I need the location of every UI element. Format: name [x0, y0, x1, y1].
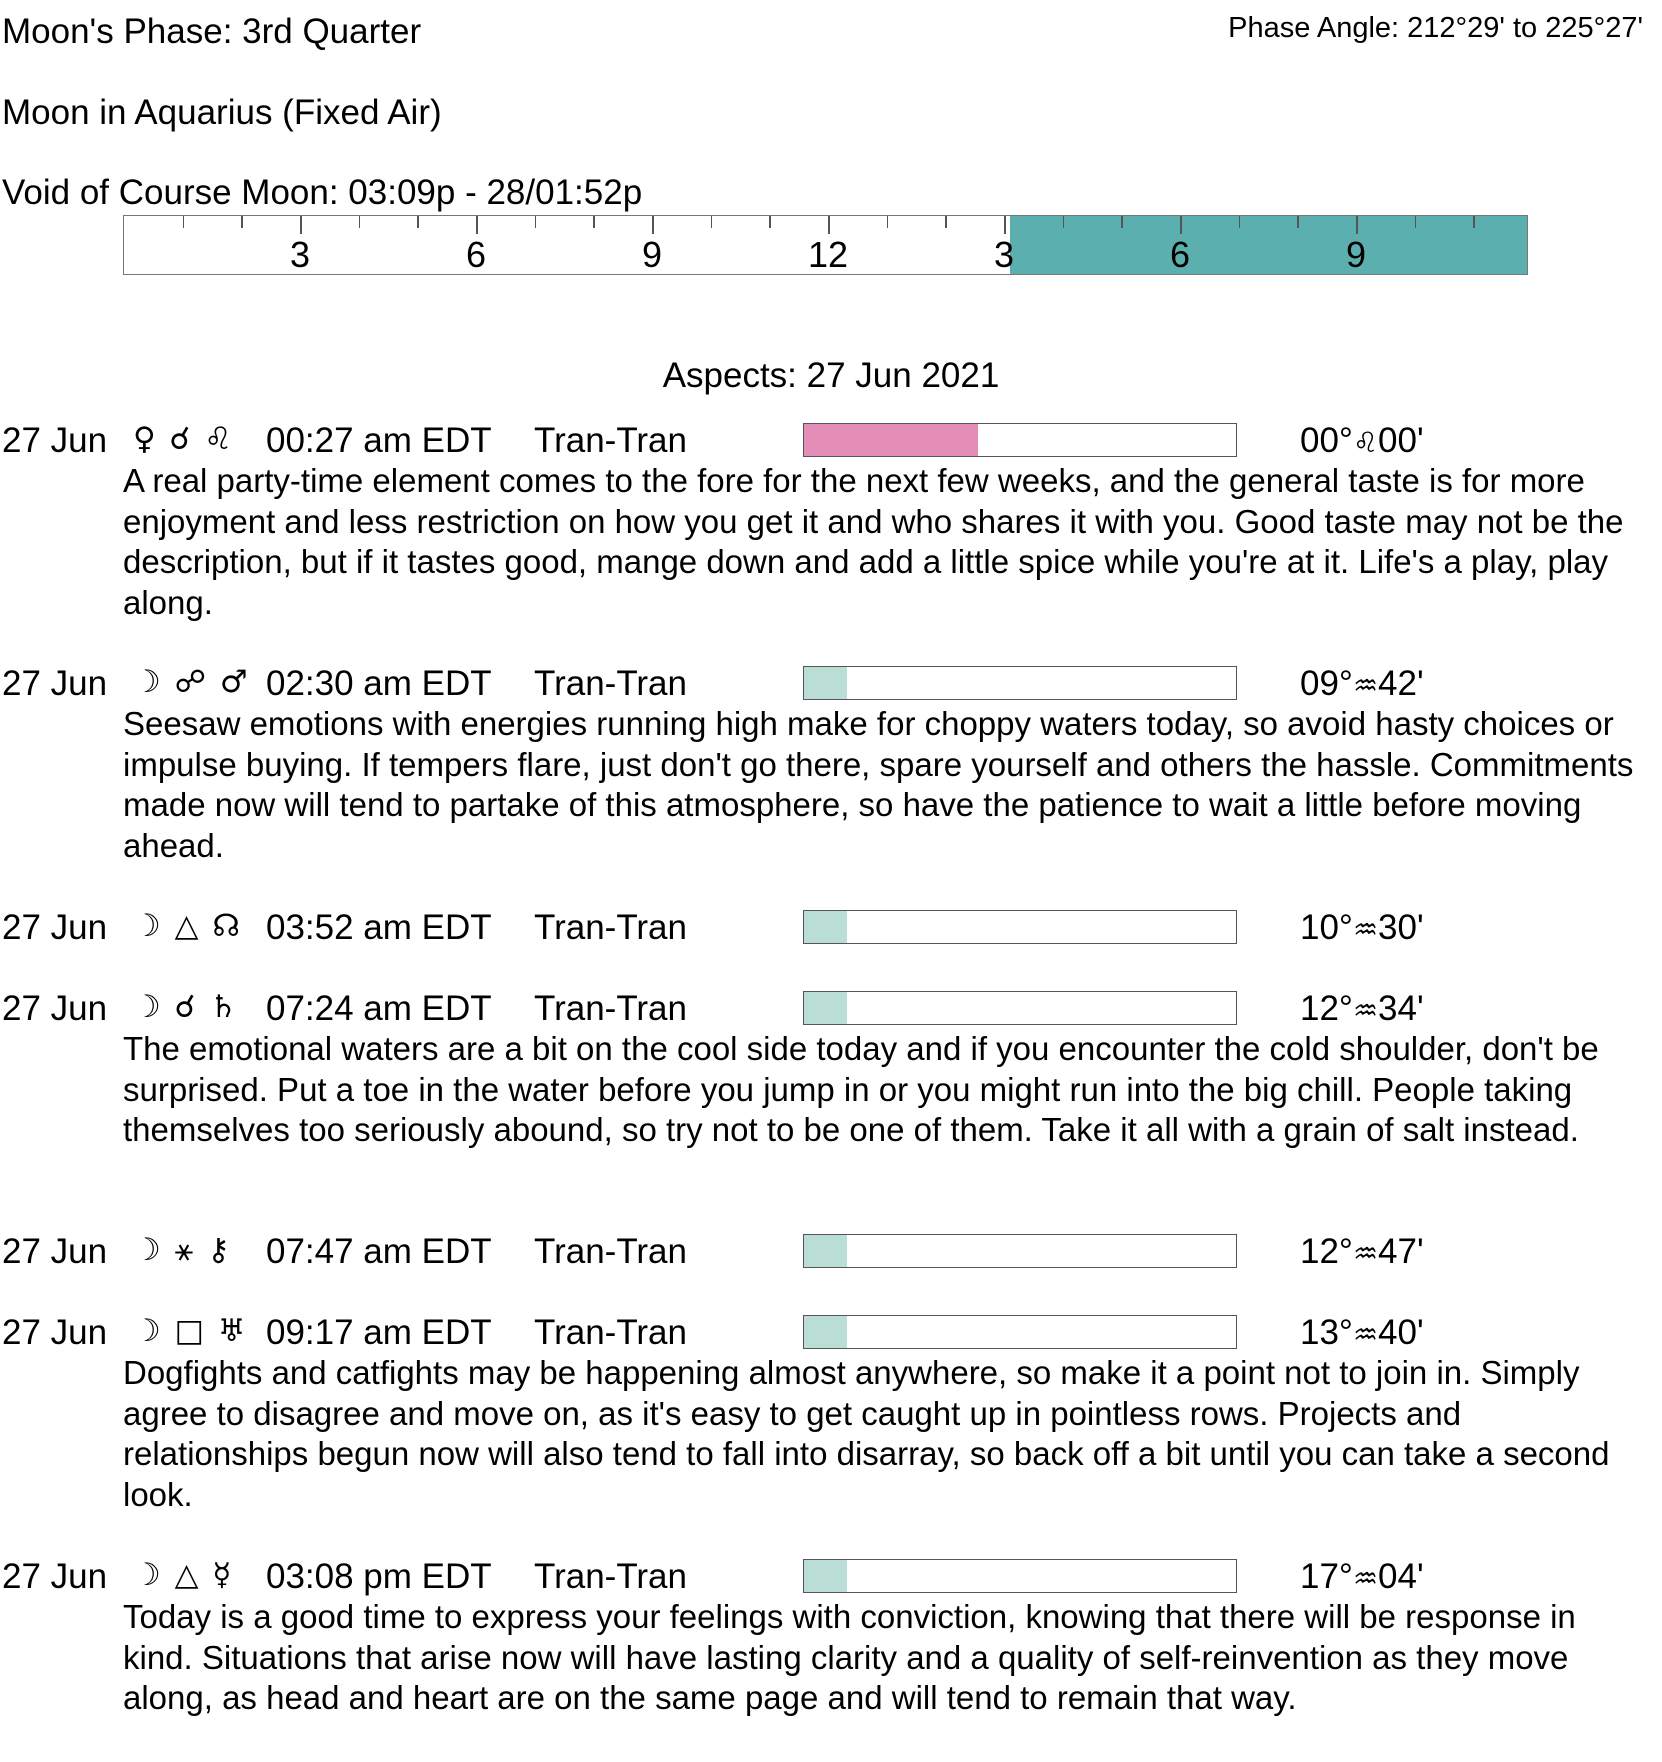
- aspect-date: 27 Jun: [2, 989, 108, 1028]
- aspect-strength-fill: [804, 1316, 847, 1348]
- timeline-tick: [1004, 216, 1006, 234]
- timeline-tick: [535, 216, 537, 228]
- aspect-strength-bar: [803, 910, 1237, 944]
- timeline-tick: [1473, 216, 1475, 228]
- timeline-tick: [1063, 216, 1065, 228]
- aspect-strength-bar: [803, 991, 1237, 1025]
- aspect-glyphs: ☽ △ ☿: [133, 1557, 234, 1593]
- aspect-strength-fill: [804, 424, 978, 456]
- aspect-type: Tran-Tran: [534, 1313, 687, 1352]
- aspect-minutes: 30': [1378, 908, 1424, 947]
- timeline-tick: [1180, 216, 1182, 234]
- timeline-tick: [241, 216, 243, 228]
- aspect-row: [0, 421, 1662, 461]
- timeline-tick: [476, 216, 478, 234]
- aspect-strength-fill: [804, 1235, 847, 1267]
- aspect-glyphs: ☽ ☌ ♄: [133, 989, 240, 1025]
- aspect-row: [0, 1232, 1662, 1272]
- aspect-time: 07:47 am EDT: [266, 1232, 492, 1271]
- aspect-description: Dogfights and catfights may be happening almost anywhere, so make it a point not to join in. Simply agree to disagree and move on, as it's easy to get caught up in pointless rows. Projects and relationships begun now will also tend to fall into disarray, so back off a bit until you can take a second look.: [123, 1354, 1610, 1513]
- moon-phase-label: Moon's Phase: 3rd Quarter: [2, 12, 422, 51]
- zodiac-sign-icon: ♒: [1352, 669, 1379, 702]
- zodiac-sign-icon: ♒: [1352, 994, 1379, 1027]
- aspect-position: [1300, 908, 1424, 948]
- aspect-type: Tran-Tran: [534, 1557, 687, 1596]
- timeline-tick: [300, 216, 302, 234]
- phase-angle-label: Phase Angle: 212°29' to 225°27': [1228, 12, 1643, 44]
- aspect-strength-bar: [803, 1234, 1237, 1268]
- aspect-date: 27 Jun: [2, 1313, 108, 1352]
- timeline-tick: [359, 216, 361, 228]
- timeline-hour-label: 3: [289, 234, 311, 275]
- zodiac-sign-icon: ♒: [1352, 1318, 1379, 1351]
- timeline-hour-label: 6: [465, 234, 487, 275]
- aspect-degree: 09°: [1300, 664, 1353, 703]
- aspect-position: [1300, 1313, 1424, 1353]
- aspect-glyphs: ☽ △ ☊: [133, 908, 242, 944]
- zodiac-sign-icon: ♒: [1352, 1237, 1379, 1270]
- aspect-strength-fill: [804, 911, 847, 943]
- aspect-time: 02:30 am EDT: [266, 664, 492, 703]
- timeline-tick: [769, 216, 771, 228]
- aspect-type: Tran-Tran: [534, 664, 687, 703]
- timeline-tick: [828, 216, 830, 234]
- aspect-degree: 12°: [1300, 1232, 1353, 1271]
- aspect-glyphs: ☽ □ ♅: [133, 1313, 248, 1349]
- timeline-tick: [652, 216, 654, 234]
- aspect-strength-fill: [804, 1560, 847, 1592]
- timeline-tick: [1239, 216, 1241, 228]
- aspect-position: [1300, 1232, 1424, 1272]
- aspect-degree: 10°: [1300, 908, 1353, 947]
- aspect-degree: 17°: [1300, 1557, 1353, 1596]
- aspect-time: 09:17 am EDT: [266, 1313, 492, 1352]
- aspect-date: 27 Jun: [2, 421, 108, 460]
- aspect-glyphs: ☽ ⚹ ⚷: [133, 1232, 232, 1268]
- aspect-minutes: 40': [1378, 1313, 1424, 1352]
- aspect-degree: 12°: [1300, 989, 1353, 1028]
- aspect-time: 03:52 am EDT: [266, 908, 492, 947]
- aspect-position: [1300, 664, 1424, 704]
- timeline-hour-label: 9: [641, 234, 663, 275]
- aspect-description: A real party-time element comes to the fore for the next few weeks, and the general taste is for more enjoyment and less restriction on how you get it and who shares it with you. Good taste may not be the description, but if it tastes good, mange down and add a little spice while you're at it. Life's a play, play along.: [123, 462, 1624, 621]
- void-of-course-timeline: [123, 215, 1528, 275]
- aspect-strength-bar: [803, 423, 1237, 457]
- aspect-type: Tran-Tran: [534, 908, 687, 947]
- aspect-strength-bar: [803, 666, 1237, 700]
- aspect-description: The emotional waters are a bit on the cool side today and if you encounter the cold shoulder, don't be surprised. Put a toe in the water before you jump in or you might run into the big chill. People taking themselves too seriously abound, so try not to be one of them. Take it all with a grain of salt instead.: [123, 1030, 1599, 1148]
- aspect-minutes: 34': [1378, 989, 1424, 1028]
- aspect-description: Today is a good time to express your feelings with conviction, knowing that there will be response in kind. Situations that arise now will have lasting clarity and a quality of self-reinvention as they move along, as head and heart are on the same page and will tend to remain that way.: [123, 1598, 1576, 1716]
- aspect-time: 07:24 am EDT: [266, 989, 492, 1028]
- aspect-glyphs: ♀ ☌ ♌: [133, 421, 235, 457]
- timeline-tick: [593, 216, 595, 228]
- aspect-strength-fill: [804, 992, 847, 1024]
- aspect-position: [1300, 989, 1424, 1029]
- aspect-description: Seesaw emotions with energies running high make for choppy waters today, so avoid hasty choices or impulse buying. If tempers flare, just don't go there, spare yourself and others the hassle. Commitments made now will tend to partake of this atmosphere, so have the patience to wait a little before moving ahead.: [123, 705, 1634, 864]
- aspect-strength-bar: [803, 1315, 1237, 1349]
- aspect-degree: 13°: [1300, 1313, 1353, 1352]
- timeline-hour-label: 9: [1345, 234, 1367, 275]
- aspect-minutes: 04': [1378, 1557, 1424, 1596]
- aspect-row: [0, 1313, 1662, 1353]
- timeline-tick: [1415, 216, 1417, 228]
- aspect-minutes: 47': [1378, 1232, 1424, 1271]
- timeline-hour-label: 12: [807, 234, 849, 275]
- timeline-tick: [183, 216, 185, 228]
- aspect-type: Tran-Tran: [534, 421, 687, 460]
- aspect-row: [0, 989, 1662, 1029]
- zodiac-sign-icon: ♒: [1352, 1562, 1379, 1595]
- timeline-tick: [1356, 216, 1358, 234]
- aspect-type: Tran-Tran: [534, 989, 687, 1028]
- aspect-row: [0, 908, 1662, 948]
- zodiac-sign-icon: ♒: [1352, 913, 1379, 946]
- aspect-position: [1300, 421, 1424, 461]
- aspect-strength-fill: [804, 667, 847, 699]
- aspect-date: 27 Jun: [2, 1232, 108, 1271]
- timeline-tick: [1297, 216, 1299, 228]
- aspect-type: Tran-Tran: [534, 1232, 687, 1271]
- zodiac-sign-icon: ♌: [1352, 426, 1379, 459]
- aspect-minutes: 42': [1378, 664, 1424, 703]
- aspect-date: 27 Jun: [2, 664, 108, 703]
- timeline-tick: [711, 216, 713, 228]
- aspect-position: [1300, 1557, 1424, 1597]
- moon-sign-label: Moon in Aquarius (Fixed Air): [2, 93, 442, 132]
- void-of-course-bar: [1010, 216, 1528, 274]
- aspect-date: 27 Jun: [2, 1557, 108, 1596]
- aspect-minutes: 00': [1378, 421, 1424, 460]
- aspect-time: 00:27 am EDT: [266, 421, 492, 460]
- aspect-row: [0, 1557, 1662, 1597]
- void-of-course-label: Void of Course Moon: 03:09p - 28/01:52p: [2, 173, 643, 212]
- timeline-tick: [1121, 216, 1123, 228]
- timeline-tick: [887, 216, 889, 228]
- aspect-strength-bar: [803, 1559, 1237, 1593]
- timeline-tick: [945, 216, 947, 228]
- timeline-hour-label: 6: [1169, 234, 1191, 275]
- aspect-degree: 00°: [1300, 421, 1353, 460]
- aspects-title: Aspects: 27 Jun 2021: [662, 356, 1000, 395]
- timeline-hour-label: 3: [993, 234, 1015, 275]
- aspect-date: 27 Jun: [2, 908, 108, 947]
- aspect-time: 03:08 pm EDT: [266, 1557, 492, 1596]
- timeline-tick: [417, 216, 419, 228]
- aspect-row: [0, 664, 1662, 704]
- aspect-glyphs: ☽ ☍ ♂: [133, 664, 250, 700]
